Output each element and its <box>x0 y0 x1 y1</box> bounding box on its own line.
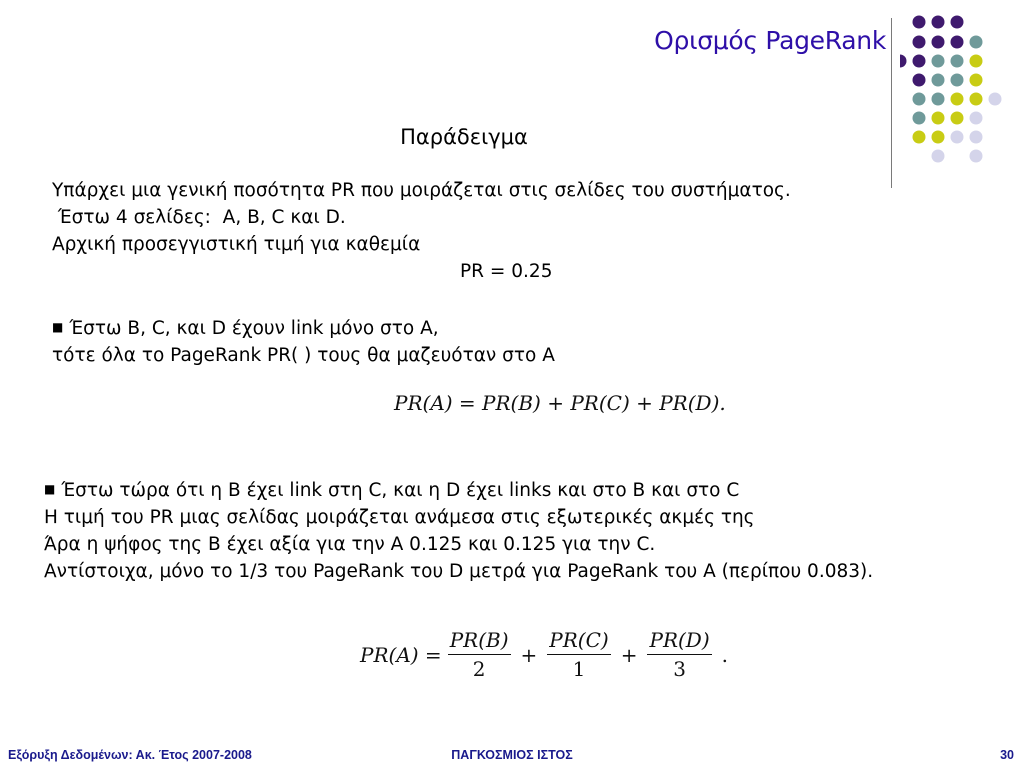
case1-text-block <box>52 314 555 369</box>
footer-course: Εξόρυξη Δεδομένων: Ακ. Έτος 2007-2008 <box>8 748 252 762</box>
fraction-b-numerator: PR(B) <box>448 628 511 655</box>
dot <box>989 93 1002 106</box>
dot <box>932 150 945 163</box>
case2-line-2: Η τιμή του PR μιας σελίδας μοιράζεται ανάμεσα στις εξωτερικές ακμές της <box>44 507 755 528</box>
plus-sign: + <box>620 642 638 667</box>
dot <box>970 112 983 125</box>
dot <box>951 16 964 29</box>
slide-title: Ορισμός PageRank <box>654 26 886 55</box>
dot <box>951 36 964 49</box>
dot <box>913 112 926 125</box>
formula-end-period: . <box>721 642 728 667</box>
formula-sum: PR(A) = PR(B) + PR(C) + PR(D). <box>394 391 726 415</box>
dot <box>900 55 907 68</box>
dot <box>932 131 945 144</box>
bullet-icon: ■ <box>44 482 56 496</box>
dot <box>913 93 926 106</box>
dot <box>951 112 964 125</box>
fraction-b-denominator: 2 <box>472 657 486 681</box>
dot <box>951 74 964 87</box>
bullet-icon: ■ <box>52 320 64 334</box>
dot <box>932 55 945 68</box>
dot <box>970 74 983 87</box>
case2-line-3: Άρα η ψήφος της B έχει αξία για την A 0.125 και 0.125 για την C. <box>44 534 656 555</box>
fraction-c <box>547 628 610 681</box>
case2-line-1-text: Έστω τώρα ότι η B έχει link στη C, και η D έχει links και στο B και στο C <box>61 480 740 501</box>
dot <box>951 93 964 106</box>
dot <box>951 55 964 68</box>
dot <box>970 93 983 106</box>
formula-lhs: PR(A) = <box>360 642 442 667</box>
fraction-d-numerator: PR(D) <box>647 628 711 655</box>
fraction-d-denominator: 3 <box>673 657 686 681</box>
fraction-c-denominator: 1 <box>572 657 586 681</box>
case2-line-1 <box>44 476 873 504</box>
fraction-b <box>448 628 511 681</box>
dot <box>913 36 926 49</box>
dot <box>932 74 945 87</box>
intro-text-block <box>52 177 791 285</box>
dot <box>932 112 945 125</box>
dot <box>932 93 945 106</box>
fraction-c-numerator: PR(C) <box>547 628 610 655</box>
dot <box>932 36 945 49</box>
dot <box>970 131 983 144</box>
intro-line-2: Έστω 4 σελίδες: A, B, C και D. <box>52 207 346 228</box>
case1-line-2: τότε όλα το PageRank PR( ) τους θα μαζευόταν στο A <box>52 345 555 366</box>
dot <box>913 74 926 87</box>
plus-sign: + <box>520 642 538 667</box>
slide-subtitle: Παράδειγμα <box>400 125 528 149</box>
dot <box>932 16 945 29</box>
case1-line-1-text: Έστω B, C, και D έχουν link μόνο στο A, <box>69 318 439 339</box>
title-divider <box>891 18 892 188</box>
page-number: 30 <box>1000 748 1014 762</box>
case2-text-block <box>44 476 873 585</box>
dot <box>913 16 926 29</box>
fraction-d <box>647 628 711 681</box>
case1-line-1 <box>52 314 555 342</box>
dot <box>970 55 983 68</box>
dot <box>951 131 964 144</box>
dot <box>913 55 926 68</box>
intro-line-1: Υπάρχει μια γενική ποσότητα PR που μοιράζεται στις σελίδες του συστήματος. <box>52 180 791 201</box>
dot <box>970 36 983 49</box>
footer-topic: ΠΑΓΚΟΣΜΙΟΣ ΙΣΤΟΣ <box>451 748 573 762</box>
case2-line-4: Αντίστοιχα, μόνο το 1/3 του PageRank του D μετρά για PageRank του A (περίπου 0.083). <box>44 561 874 582</box>
formula-weighted <box>360 628 732 681</box>
intro-line-3: Αρχική προσεγγιστική τιμή για καθεμία <box>52 234 421 255</box>
dot <box>970 150 983 163</box>
initial-pr-value: PR = 0.25 <box>460 261 553 282</box>
